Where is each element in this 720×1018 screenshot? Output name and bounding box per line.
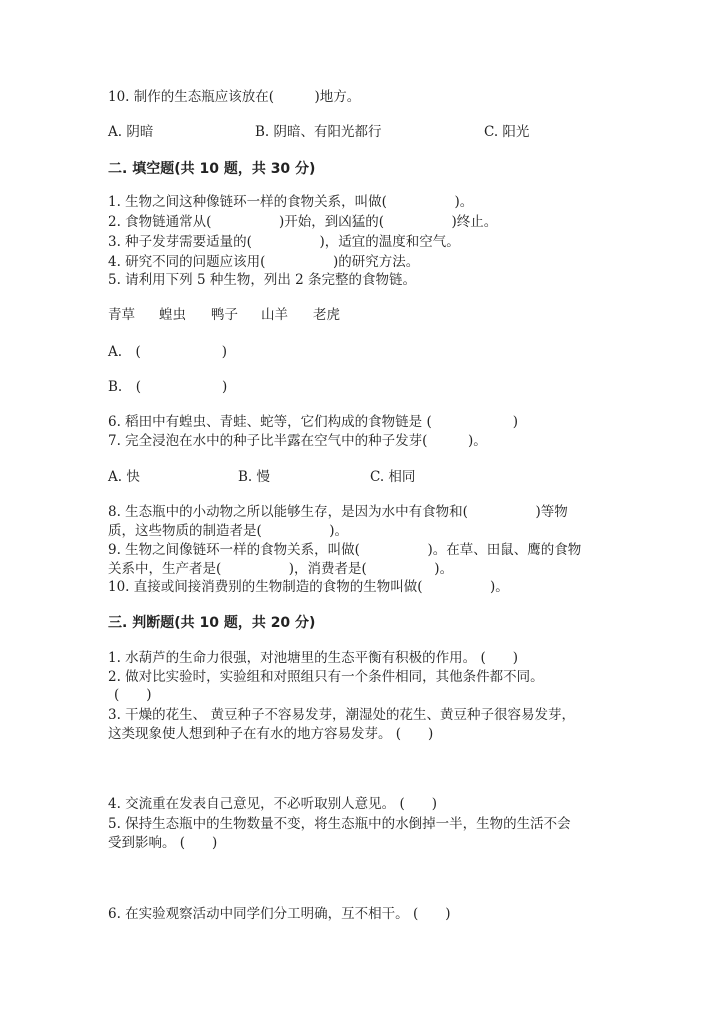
fill-question-4: 4. 研究不同的问题应该用( )的研究方法。 — [108, 254, 420, 270]
organism-4: 山羊 — [261, 307, 288, 323]
fill-question-9-line-2: 关系中，生产者是( )，消费者是( )。 — [108, 561, 454, 577]
organism-1: 青草 — [108, 307, 135, 323]
question-7-option-b[interactable]: B. 慢 — [238, 469, 271, 485]
judge-question-3-line-1: 3. 干燥的花生、 黄豆种子不容易发芽，潮湿处的花生、黄豆种子很容易发芽， — [108, 707, 575, 723]
organism-3: 鸭子 — [211, 307, 238, 323]
judge-question-6: 6. 在实验观察活动中同学们分工明确，互不相干。 ( ) — [108, 906, 451, 922]
fill-question-2: 2. 食物链通常从( )开始，到凶猛的( )终止。 — [108, 214, 498, 230]
food-chain-answer-b: B. ( ) — [108, 379, 228, 395]
question-10-stem: 10. 制作的生态瓶应该放在( )地方。 — [108, 89, 361, 105]
section-3-title: 三. 判断题(共 10 题，共 20 分) — [108, 615, 316, 631]
question-10-option-b[interactable]: B. 阴暗、有阳光都行 — [255, 124, 382, 140]
fill-question-3: 3. 种子发芽需要适量的( )，适宜的温度和空气。 — [108, 234, 460, 250]
fill-question-8-line-1: 8. 生态瓶中的小动物之所以能够生存，是因为水中有食物和( )等物 — [108, 504, 568, 520]
section-2-title: 二. 填空题(共 10 题，共 30 分) — [108, 161, 316, 177]
organism-2: 蝗虫 — [159, 307, 186, 323]
judge-question-5-line-1: 5. 保持生态瓶中的生物数量不变，将生态瓶中的水倒掉一半，生物的生活不会 — [108, 816, 571, 832]
judge-question-2-line-1: 2. 做对比实验时，实验组和对照组只有一个条件相同，其他条件都不同。 — [108, 669, 544, 685]
organism-5: 老虎 — [313, 307, 340, 323]
judge-question-3-line-2: 这类现象使人想到种子在有水的地方容易发芽。 ( ) — [108, 726, 434, 742]
fill-question-6: 6. 稻田中有蝗虫、青蛙、蛇等，它们构成的食物链是 ( ) — [108, 414, 518, 430]
fill-question-8-line-2: 质，这些物质的制造者是( )。 — [108, 523, 349, 539]
fill-question-7: 7. 完全浸泡在水中的种子比半露在空气中的种子发芽( )。 — [108, 433, 487, 449]
judge-question-5-line-2: 受到影响。 ( ) — [108, 835, 218, 851]
food-chain-answer-a: A. ( ) — [108, 344, 228, 360]
fill-question-5: 5. 请利用下列 5 种生物，列出 2 条完整的食物链。 — [108, 272, 417, 288]
question-10-option-c[interactable]: C. 阳光 — [484, 124, 530, 140]
question-10-option-a[interactable]: A. 阴暗 — [108, 124, 154, 140]
fill-question-9-line-1: 9. 生物之间像链环一样的食物关系，叫做( )。在草、田鼠、鹰的食物 — [108, 542, 582, 558]
fill-question-1: 1. 生物之间这种像链环一样的食物关系，叫做( )。 — [108, 194, 474, 210]
question-7-option-a[interactable]: A. 快 — [108, 469, 140, 485]
judge-question-4: 4. 交流重在发表自己意见，不必听取别人意见。 ( ) — [108, 796, 437, 812]
judge-question-1: 1. 水葫芦的生命力很强，对池塘里的生态平衡有积极的作用。 ( ) — [108, 650, 518, 666]
judge-question-2-line-2: ( ) — [114, 687, 152, 703]
fill-question-10: 10. 直接或间接消费别的生物制造的食物的生物叫做( )。 — [108, 579, 509, 595]
question-7-option-c[interactable]: C. 相同 — [370, 469, 416, 485]
